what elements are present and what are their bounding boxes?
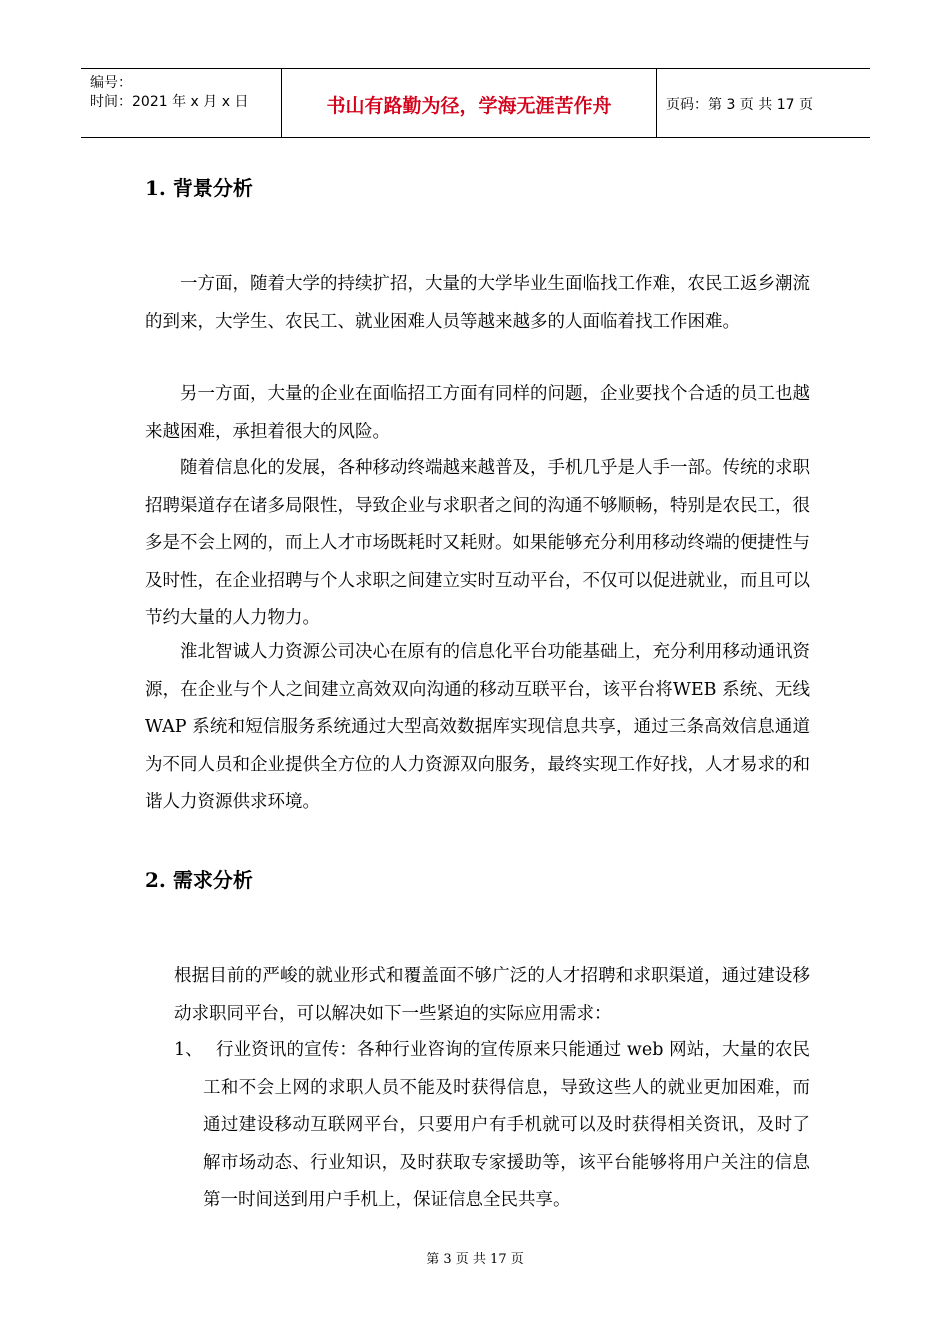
section-heading-background: 1. 背景分析 xyxy=(145,176,253,200)
paragraph: 另一方面，大量的企业在面临招工方面有同样的问题，企业要找个合适的员工也越来越困难，承担着很大的风险。 xyxy=(145,384,810,442)
paragraph: 随着信息化的发展，各种移动终端越来越普及，手机几乎是人手一部。传统的求职招聘渠道存在诸多局限性，导致企业与求职者之间的沟通不够顺畅，特别是农民工，很多是不会上网的，而上人才市场既耗时又耗财。如果能够充分利用移动终端的便捷性与及时性，在企业招聘与个人求职之间建立实时互动平台，不仅可以促进就业，而且可以节约大量的人力物力。 xyxy=(145,458,810,628)
header-right-cell xyxy=(656,69,870,137)
paragraph: 淮北智诚人力资源公司决心在原有的信息化平台功能基础上，充分利用移动通讯资源，在企业与个人之间建立高效双向沟通的移动互联平台，该平台将WEB 系统、无线 WAP 系统和短信服务系统通过大型高效数据库实现信息共享，通过三条高效信息通道为不同人员和企业提供全方位的人力资源双向服务，最终实现工作好找，人才易求的和谐人力资源供求环境。 xyxy=(145,642,810,812)
paragraph: 一方面，随着大学的持续扩招，大量的大学毕业生面临找工作难，农民工返乡潮流的到来，大学生、农民工、就业困难人员等越来越多的人面临着找工作困难。 xyxy=(145,274,810,332)
header-left-cell xyxy=(81,69,281,137)
document-header xyxy=(81,68,870,138)
header-center-cell xyxy=(281,69,657,137)
document-number-label: 编号： xyxy=(90,75,132,91)
paragraph-intro: 根据目前的严峻的就业形式和覆盖面不够广泛的人才招聘和求职渠道，通过建设移动求职同平台，可以解决如下一些紧迫的实际应用需求： xyxy=(174,966,810,1024)
document-date: 时间：2021 年 x 月 x 日 xyxy=(90,94,249,110)
page-footer: 第 3 页 共 17 页 xyxy=(426,1252,524,1267)
header-page-info: 页码：第 3 页 共 17 页 xyxy=(666,97,813,113)
list-item xyxy=(174,1032,810,1220)
list-item-text: 行业资讯的宣传：各种行业咨询的宣传原来只能通过 web 网站，大量的农民工和不会上网的求职人员不能及时获得信息，导致这些人的就业更加困难，而通过建设移动互联网平台，只要用户有手机就可以及时获得相关资讯，及时了解市场动态、行业知识，及时获取专家援助等，该平台能够将用户关注的信息第一时间送到用户手机上，保证信息全民共享。 xyxy=(203,1040,810,1210)
list-item-marker: 1、 xyxy=(174,1040,203,1060)
header-motto: 书山有路勤为径，学海无涯苦作舟 xyxy=(326,95,612,117)
section-heading-requirements: 2. 需求分析 xyxy=(145,868,253,892)
